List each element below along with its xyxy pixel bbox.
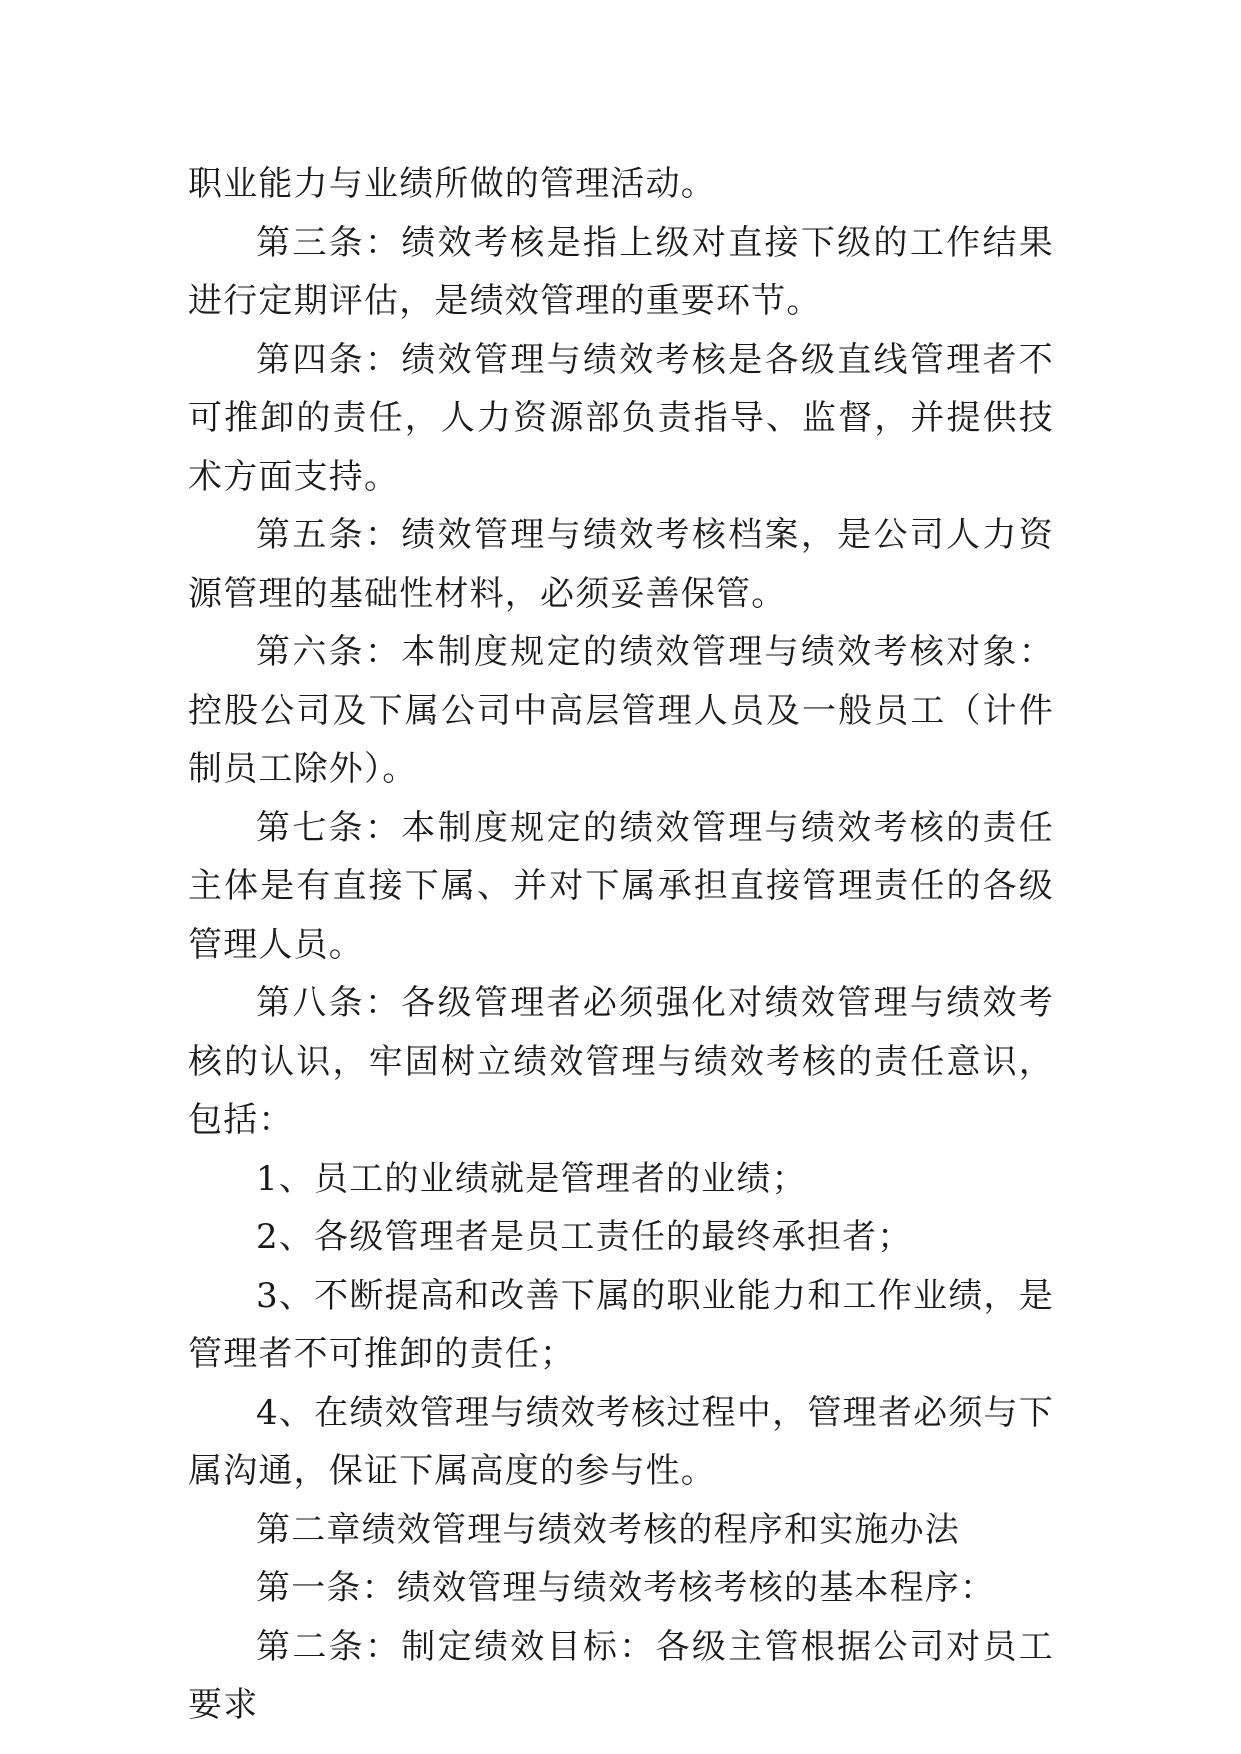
list-item-2: 2、各级管理者是员工责任的最终承担者； [256, 1217, 913, 1257]
paragraph-article-8: 第八条：各级管理者必须强化对绩效管理与绩效考核的认识，牢固树立绩效管理与绩效考核的责任意识，包括： [188, 983, 1054, 1140]
list-item-4: 4、在绩效管理与绩效考核过程中，管理者必须与下属沟通，保证下属高度的参与性。 [188, 1392, 1054, 1491]
document-body [188, 155, 1054, 1735]
paragraph-ch2-article-2: 第二条：制定绩效目标：各级主管根据公司对员工要求 [188, 1626, 1054, 1725]
chapter-heading: 第二章绩效管理与绩效考核的程序和实施办法 [256, 1509, 960, 1550]
paragraph-continuation: 职业能力与业绩所做的管理活动。 [188, 164, 716, 204]
paragraph-article-6: 第六条：本制度规定的绩效管理与绩效考核对象：控股公司及下属公司中高层管理人员及一般员工（计件制员工除外）。 [188, 632, 1054, 789]
paragraph-article-5: 第五条：绩效管理与绩效考核档案，是公司人力资源管理的基础性材料，必须妥善保管。 [188, 515, 1054, 614]
paragraph-article-4: 第四条：绩效管理与绩效考核是各级直线管理者不可推卸的责任，人力资源部负责指导、监督，并提供技术方面支持。 [188, 339, 1054, 497]
paragraph-article-3: 第三条：绩效考核是指上级对直接下级的工作结果进行定期评估，是绩效管理的重要环节。 [188, 222, 1054, 321]
list-item-3: 3、不断提高和改善下属的职业能力和工作业绩，是管理者不可推卸的责任； [188, 1275, 1054, 1374]
paragraph-ch2-article-1: 第一条：绩效管理与绩效考核考核的基本程序： [256, 1568, 996, 1608]
paragraph-article-7: 第七条：本制度规定的绩效管理与绩效考核的责任主体是有直接下属、并对下属承担直接管理责任的各级管理人员。 [188, 807, 1054, 965]
list-item-1: 1、员工的业绩就是管理者的业绩； [256, 1158, 807, 1199]
